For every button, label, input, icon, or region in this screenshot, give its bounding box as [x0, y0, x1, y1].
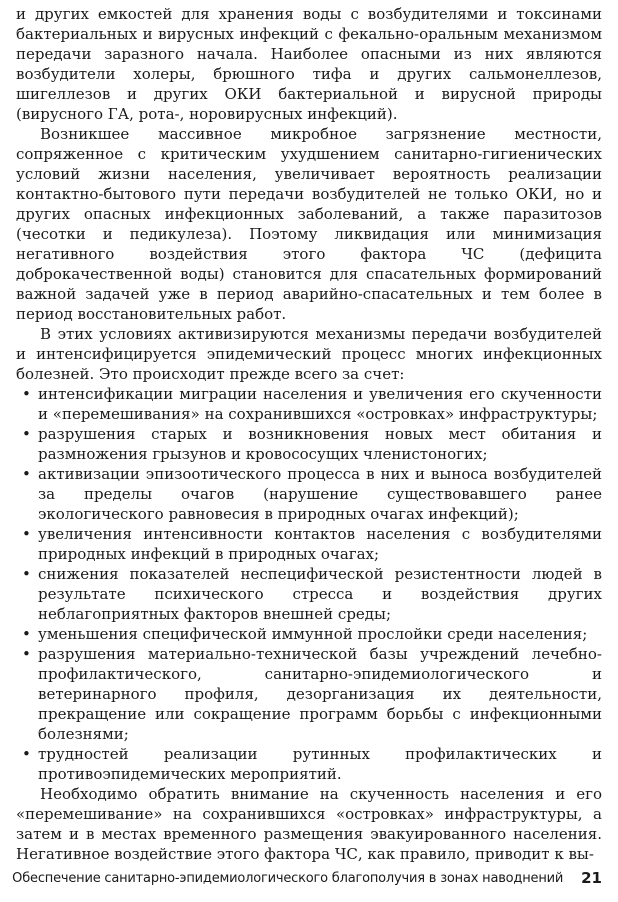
list-item-text: разрушения старых и возникновения новых мест обитания и размножения грызунов и кровососущих членистоногих; [38, 425, 602, 463]
list-item-text: снижения показателей неспецифической резистентности людей в результате психического стресса и воздействия других неблагоприятных факторов внешней среды; [38, 565, 602, 623]
bullet-marker: • [22, 425, 31, 443]
list-item-text: увеличения интенсивности контактов населения с возбудителями природных инфекций в природных очагах; [38, 525, 602, 563]
list-item-text: разрушения материально-технической базы учреждений лечебно-профилактического, санитарно-эпидемиологического и ветеринарного профиля, дезорганизация их деятельности, прекращение или сокращение программ борьбы с инфекционными болезнями; [38, 645, 602, 743]
running-footer-title: Обеспечение санитарно-эпидемиологического благополучия в зонах наводнений [12, 870, 564, 886]
bullet-marker: • [22, 745, 31, 763]
bullet-marker: • [22, 465, 31, 483]
bullet-marker: • [22, 525, 31, 543]
list-item-text: интенсификации миграции населения и увеличения его скученности и «перемешивания» на сохранившихся «островках» инфраструктуры; [38, 385, 602, 423]
bullet-marker: • [22, 385, 31, 403]
list-item [16, 644, 602, 744]
list-item-text: активизации эпизоотического процесса в них и выноса возбудителей за пределы очагов (нарушение существовавшего ранее экологического равновесия в природных очагах инфекций); [38, 465, 602, 523]
bullet-marker: • [22, 625, 31, 643]
list-item-text: уменьшения специфической иммунной прослойки среди населения; [38, 625, 588, 643]
list-item-text: трудностей реализации рутинных профилактических и противоэпидемических мероприятий. [38, 745, 602, 783]
list-item [16, 564, 602, 624]
body-text [16, 4, 602, 864]
list-item [16, 524, 602, 564]
paragraph-transmission: В этих условиях активизируются механизмы передачи возбудителей и интенсифицируется эпидемический процесс многих инфекционных болезней. Это происходит прежде всего за счет: [16, 325, 602, 383]
paragraph-continuation: и других емкостей для хранения воды с возбудителями и токсинами бактериальных и вирусных инфекций с фекально-оральным механизмом передачи заразного начала. Наиболее опасными из них являются возбудители холеры, брюшного тифа и других сальмонеллезов, шигеллезов и других ОКИ бактериальной и вирусной природы (вирусного ГА, рота-, норовирусных инфекций). [16, 5, 602, 123]
bullet-list [16, 384, 602, 784]
bullet-marker: • [22, 645, 31, 663]
list-item [16, 744, 602, 784]
list-item [16, 464, 602, 524]
page-number: 21 [581, 869, 602, 887]
list-item [16, 424, 602, 464]
paragraph-crowding: Необходимо обратить внимание на скученность населения и его «перемешивание» на сохранившихся «островках» инфраструктуры, а затем и в местах временного размещения эвакуированного населения. Негативное воздействие этого фактора ЧС, как правило, приводит к вы- [16, 785, 602, 863]
list-item [16, 624, 602, 644]
page-footer [12, 858, 602, 898]
list-item [16, 384, 602, 424]
paragraph-contamination: Возникшее массивное микробное загрязнение местности, сопряженное с критическим ухудшением санитарно-гигиенических условий жизни населения, увеличивает вероятность реализации контактно-бытового пути передачи возбудителей не только ОКИ, но и других опасных инфекционных заболеваний, а также паразитозов (чесотки и педикулеза). Поэтому ликвидация или минимизация негативного воздействия этого фактора ЧС (дефицита доброкачественной воды) становится для спасательных формирований важной задачей уже в период аварийно-спасательных и тем более в период восстановительных работ. [16, 125, 602, 323]
bullet-marker: • [22, 565, 31, 583]
